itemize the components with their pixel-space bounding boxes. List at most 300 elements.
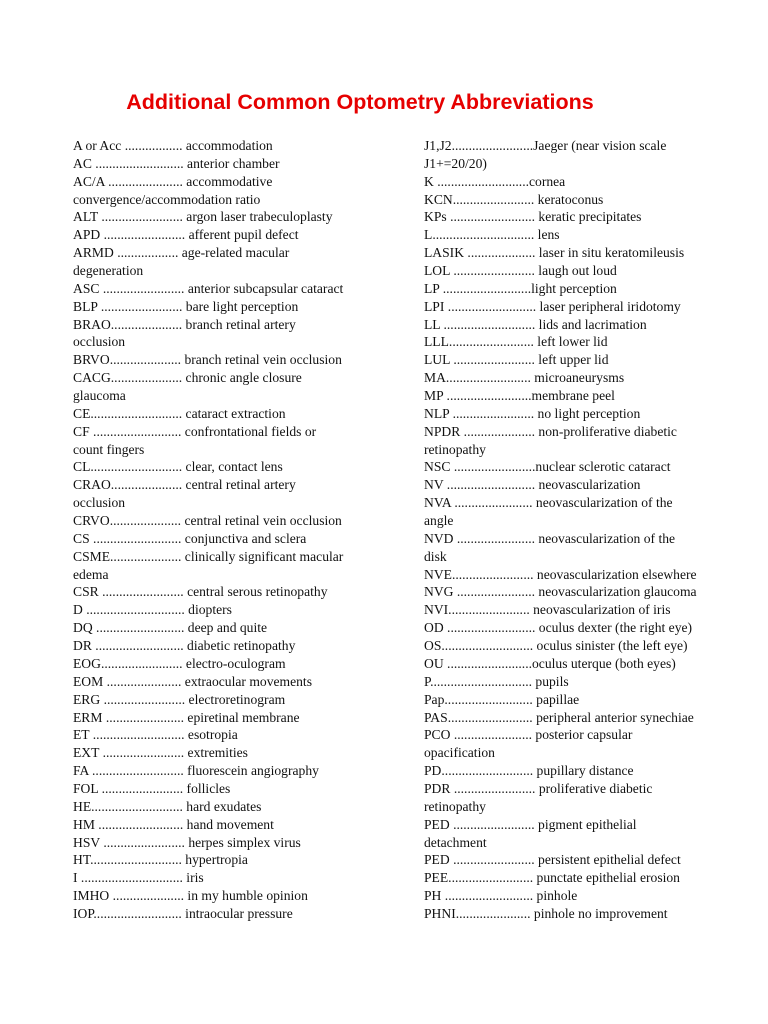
entry-line <box>424 726 740 744</box>
abbreviation-term: NPDR <box>424 423 461 439</box>
abbreviation-term: OS <box>424 638 442 654</box>
dot-leader: ....................... <box>453 584 536 600</box>
abbreviation-term: HE <box>73 798 92 814</box>
abbreviation-term: KCN <box>424 191 453 207</box>
abbreviation-definition: herpes simplex virus <box>184 834 301 850</box>
entry-line <box>424 709 740 727</box>
abbreviation-definition: iris <box>182 870 204 886</box>
entry-line <box>73 244 388 262</box>
entry-line <box>73 887 388 905</box>
abbreviation-definition: accommodation <box>182 138 273 153</box>
abbreviation-entry <box>73 583 388 601</box>
dot-leader: ...................... <box>103 673 182 689</box>
dot-leader: ........................ <box>450 780 536 796</box>
dot-leader: ........................... <box>90 852 182 868</box>
abbreviation-definition: light perception <box>531 280 617 296</box>
dot-leader: ....................... <box>450 495 533 511</box>
abbreviation-term: PCO <box>424 727 451 743</box>
right-abbreviation-column <box>424 137 740 923</box>
definition-continuation: convergence/accommodation ratio <box>73 191 261 207</box>
entry-line <box>424 191 740 209</box>
abbreviation-definition: afferent pupil defect <box>185 227 299 243</box>
abbreviation-entry <box>73 655 388 673</box>
dot-leader: .......................... <box>444 298 537 314</box>
abbreviation-definition: papillae <box>532 691 580 707</box>
abbreviation-term: A or Acc <box>73 138 122 153</box>
dot-leader: ........................ <box>100 691 186 707</box>
abbreviation-definition: keratic precipitates <box>535 209 642 225</box>
abbreviation-definition: fluorescein angiography <box>183 763 319 779</box>
abbreviation-definition: left lower lid <box>533 334 608 350</box>
abbreviation-entry <box>424 262 740 280</box>
abbreviation-definition: central retinal vein occlusion <box>181 513 342 529</box>
abbreviation-definition: cornea <box>528 173 566 189</box>
abbreviation-term: LLL <box>424 334 449 350</box>
definition-continuation: J1+=20/20) <box>424 155 487 171</box>
abbreviation-entry <box>424 780 740 816</box>
abbreviation-entry <box>73 905 388 923</box>
entry-line <box>73 476 388 494</box>
abbreviation-term: AC <box>73 155 92 171</box>
abbreviation-term: BRAO <box>73 316 111 332</box>
entry-line <box>424 869 740 887</box>
abbreviation-term: CRAO <box>73 477 111 493</box>
abbreviation-entry <box>424 423 740 459</box>
dot-leader: ........................... <box>89 727 185 743</box>
abbreviation-definition: in my humble opinion <box>184 888 308 904</box>
abbreviation-definition: hand movement <box>183 816 274 832</box>
entry-line <box>73 834 388 852</box>
definition-continuation: glaucoma <box>73 388 126 404</box>
abbreviation-definition: microaneurysms <box>530 370 625 386</box>
abbreviation-entry <box>73 869 388 887</box>
abbreviation-definition: oculus dexter (the right eye) <box>535 620 693 636</box>
abbreviation-term: AC/A <box>73 173 105 189</box>
abbreviation-entry <box>73 709 388 727</box>
abbreviation-entry <box>73 316 388 352</box>
abbreviation-term: ASC <box>73 280 100 296</box>
abbreviation-entry <box>73 619 388 637</box>
abbreviation-entry <box>424 369 740 387</box>
abbreviation-definition: anterior subcapsular cataract <box>184 280 344 296</box>
abbreviation-term: LOL <box>424 263 450 279</box>
abbreviation-term: MA <box>424 370 446 386</box>
abbreviation-entry <box>73 405 388 423</box>
entry-line <box>424 316 740 334</box>
abbreviation-entry <box>73 834 388 852</box>
entry-line <box>73 798 388 816</box>
entry-line <box>73 208 388 226</box>
abbreviation-definition: cataract extraction <box>182 405 286 421</box>
entry-line <box>73 601 388 619</box>
abbreviation-definition: pinhole <box>533 888 578 904</box>
dot-leader: ........................ <box>98 780 184 796</box>
dot-leader: .............................. <box>77 870 183 886</box>
abbreviation-definition: oculus sinister (the left eye) <box>533 638 688 654</box>
abbreviation-entry <box>424 816 740 852</box>
abbreviation-entry <box>424 405 740 423</box>
entry-line <box>73 137 388 155</box>
abbreviation-term: LASIK <box>424 245 465 261</box>
abbreviation-term: BRVO <box>73 352 110 368</box>
abbreviation-entry <box>73 173 388 209</box>
abbreviation-term: BLP <box>73 298 98 314</box>
entry-line <box>424 655 740 673</box>
dot-leader: ........................... <box>88 763 184 779</box>
entry-line <box>424 673 740 691</box>
entry-line <box>424 851 740 869</box>
abbreviation-entry <box>73 244 388 280</box>
dot-leader: ........................ <box>449 263 535 279</box>
abbreviation-entry <box>424 709 740 727</box>
abbreviation-term: NVA <box>424 495 451 511</box>
abbreviation-term: PAS <box>424 709 448 725</box>
abbreviation-entry <box>73 208 388 226</box>
abbreviation-definition: lids and lacrimation <box>535 316 647 332</box>
abbreviation-entry <box>73 548 388 584</box>
abbreviation-entry <box>73 512 388 530</box>
abbreviation-term: NLP <box>424 405 450 421</box>
dot-leader: ........................ <box>99 745 185 761</box>
definition-continuation: count fingers <box>73 441 145 457</box>
dot-leader: ........................ <box>449 405 535 421</box>
abbreviation-definition: pigment epithelial <box>534 816 637 832</box>
abbreviation-definition: neovascularization of iris <box>529 602 671 618</box>
dot-leader: ............................. <box>82 602 185 618</box>
abbreviation-definition: non-proliferative diabetic <box>535 423 677 439</box>
abbreviation-term: LL <box>424 316 441 332</box>
entry-line <box>424 173 740 191</box>
abbreviation-term: PED <box>424 816 450 832</box>
dot-leader: .................. <box>113 245 179 261</box>
dot-leader: ........................... <box>441 638 534 654</box>
abbreviation-definition: epiretinal membrane <box>184 709 300 725</box>
abbreviation-term: PD <box>424 763 442 779</box>
dot-leader: ..................... <box>110 477 183 493</box>
entry-line <box>424 780 740 798</box>
entry-line <box>424 387 740 405</box>
abbreviation-term: EXT <box>73 745 100 761</box>
abbreviation-definition: electro-oculogram <box>182 655 286 671</box>
abbreviation-term: ERM <box>73 709 103 725</box>
dot-leader: .......................... <box>91 155 184 171</box>
entry-line <box>424 423 740 441</box>
entry-line <box>73 780 388 798</box>
abbreviation-definition: oculus uterque (both eyes) <box>532 655 676 671</box>
dot-leader: ......................... <box>94 816 184 832</box>
abbreviation-definition: persistent epithelial defect <box>534 852 681 868</box>
entry-line <box>73 583 388 601</box>
abbreviation-definition: intraocular pressure <box>181 905 293 921</box>
abbreviation-term: OU <box>424 655 444 671</box>
entry-line <box>424 601 740 619</box>
abbreviation-definition: bare light perception <box>182 298 299 314</box>
abbreviation-term: OD <box>424 620 444 636</box>
dot-leader: ........................ <box>97 209 183 225</box>
abbreviation-term: ERG <box>73 691 101 707</box>
definition-continuation: occlusion <box>73 495 126 511</box>
abbreviation-definition: no light perception <box>534 405 641 421</box>
entry-line <box>424 244 740 262</box>
entry-line <box>73 530 388 548</box>
abbreviation-definition: left upper lid <box>534 352 609 368</box>
abbreviation-definition: lens <box>534 227 560 243</box>
dot-leader: .............................. <box>432 227 535 243</box>
abbreviation-entry <box>424 458 740 476</box>
abbreviation-definition: neovascularization elsewhere <box>533 566 697 582</box>
abbreviation-term: NSC <box>424 459 451 475</box>
dot-leader: ........................ <box>97 298 183 314</box>
abbreviation-definition: hypertropia <box>181 852 248 868</box>
dot-leader: ........................... <box>433 173 529 189</box>
entry-line <box>424 691 740 709</box>
abbreviation-entry <box>424 566 740 584</box>
abbreviation-entry <box>73 887 388 905</box>
entry-line <box>73 280 388 298</box>
abbreviation-term: IOP <box>73 905 94 921</box>
abbreviation-definition: clinically significant macular <box>181 548 344 564</box>
abbreviation-term: ARMD <box>73 245 114 261</box>
abbreviation-entry <box>424 333 740 351</box>
abbreviation-entry <box>73 798 388 816</box>
abbreviation-entry <box>424 905 740 923</box>
entry-line <box>73 709 388 727</box>
entry-line <box>73 351 388 369</box>
abbreviation-definition: pupillary distance <box>533 763 634 779</box>
abbreviation-entry <box>73 601 388 619</box>
dot-leader: ....................... <box>102 709 185 725</box>
entry-line <box>73 458 388 476</box>
dot-leader: ........................... <box>441 763 534 779</box>
abbreviation-term: NV <box>424 477 444 493</box>
abbreviation-term: K <box>424 173 434 189</box>
abbreviation-definition: laugh out loud <box>534 263 617 279</box>
definition-continuation: edema <box>73 566 109 582</box>
definition-continuation: retinopathy <box>424 798 486 814</box>
dot-leader: .......................... <box>92 620 185 636</box>
abbreviation-definition: age-related macular <box>178 245 290 261</box>
dot-leader: ........................ <box>449 852 535 868</box>
entry-line <box>424 262 740 280</box>
dot-leader: ......................... <box>448 334 534 350</box>
abbreviation-term: PHNI <box>424 905 456 921</box>
abbreviation-definition: hard exudates <box>182 798 262 814</box>
definition-continuation: disk <box>424 548 447 564</box>
entry-line <box>73 155 388 173</box>
abbreviation-definition: conjunctiva and sclera <box>181 530 307 546</box>
abbreviation-entry <box>424 226 740 244</box>
entry-line <box>73 744 388 762</box>
abbreviation-term: HT <box>73 852 91 868</box>
abbreviation-entry <box>424 762 740 780</box>
abbreviation-term: PH <box>424 888 442 904</box>
entry-line <box>424 637 740 655</box>
entry-line <box>424 905 740 923</box>
dot-leader: .......................... <box>91 638 184 654</box>
abbreviation-entry <box>424 494 740 530</box>
abbreviation-term: J1,J2 <box>424 138 452 153</box>
definition-continuation: retinopathy <box>424 441 486 457</box>
abbreviation-definition: punctate epithelial erosion <box>533 870 680 886</box>
entry-line <box>73 673 388 691</box>
dot-leader: ................. <box>121 138 183 153</box>
abbreviation-term: CRVO <box>73 513 110 529</box>
abbreviation-entry <box>73 351 388 369</box>
entry-line <box>73 816 388 834</box>
dot-leader: .............................. <box>430 673 533 689</box>
abbreviation-definition: clear, contact lens <box>182 459 283 475</box>
dot-leader: ..................... <box>109 352 182 368</box>
abbreviation-term: EOM <box>73 673 104 689</box>
entry-line <box>73 405 388 423</box>
abbreviation-entry <box>73 530 388 548</box>
dot-leader: ......................... <box>443 388 532 404</box>
abbreviation-entry <box>424 691 740 709</box>
abbreviation-term: LUL <box>424 352 450 368</box>
abbreviation-term: IMHO <box>73 888 110 904</box>
abbreviation-entry <box>73 780 388 798</box>
abbreviation-definition: follicles <box>183 780 231 796</box>
dot-leader: ........................... <box>440 316 536 332</box>
abbreviation-definition: laser peripheral iridotomy <box>536 298 681 314</box>
abbreviation-term: LPI <box>424 298 445 314</box>
abbreviation-definition: branch retinal vein occlusion <box>181 352 342 368</box>
abbreviation-definition: neovascularization glaucoma <box>535 584 697 600</box>
abbreviation-entry <box>73 762 388 780</box>
dot-leader: ........................... <box>90 405 183 421</box>
abbreviation-entry <box>424 637 740 655</box>
entry-line <box>424 494 740 512</box>
abbreviation-definition: neovascularization of the <box>532 495 673 511</box>
abbreviation-entry <box>424 387 740 405</box>
dot-leader: ...................... <box>455 905 531 921</box>
abbreviation-definition: diabetic retinopathy <box>183 638 296 654</box>
abbreviation-term: LP <box>424 280 440 296</box>
abbreviation-term: ALT <box>73 209 98 225</box>
dot-leader: ........................ <box>449 816 535 832</box>
entry-line <box>424 351 740 369</box>
abbreviation-entry <box>424 673 740 691</box>
abbreviation-term: CSME <box>73 548 111 564</box>
dot-leader: ..................... <box>110 316 183 332</box>
dot-leader: ........................ <box>100 227 186 243</box>
abbreviation-entry <box>73 369 388 405</box>
abbreviation-definition: extremities <box>184 745 248 761</box>
dot-leader: ........................ <box>99 280 185 296</box>
entry-line <box>73 423 388 441</box>
abbreviation-entry <box>424 191 740 209</box>
abbreviation-entry <box>73 423 388 459</box>
abbreviation-term: I <box>73 870 78 886</box>
abbreviation-entry <box>424 583 740 601</box>
page-title: Additional Common Optometry Abbreviations <box>126 90 594 114</box>
entry-line <box>73 637 388 655</box>
abbreviation-term: APD <box>73 227 101 243</box>
definition-continuation: opacification <box>424 745 495 761</box>
abbreviation-definition: deep and quite <box>184 620 268 636</box>
abbreviation-entry <box>424 351 740 369</box>
entry-line <box>73 905 388 923</box>
entry-line <box>424 583 740 601</box>
abbreviation-term: EOG <box>73 655 101 671</box>
abbreviation-entry <box>73 673 388 691</box>
abbreviation-entry <box>424 208 740 226</box>
abbreviation-term: L <box>424 227 433 243</box>
abbreviation-entry <box>73 637 388 655</box>
abbreviation-definition: anterior chamber <box>183 155 280 171</box>
abbreviation-entry <box>73 851 388 869</box>
abbreviation-entry <box>424 244 740 262</box>
abbreviation-entry <box>424 530 740 566</box>
abbreviation-entry <box>73 476 388 512</box>
abbreviation-definition: posterior capsular <box>532 727 633 743</box>
abbreviation-entry <box>424 316 740 334</box>
abbreviation-term: FA <box>73 763 89 779</box>
dot-leader: ........................... <box>91 798 183 814</box>
entry-line <box>424 476 740 494</box>
entry-line <box>424 333 740 351</box>
dot-leader: ........................ <box>448 602 530 618</box>
entry-line <box>73 726 388 744</box>
abbreviation-entry <box>424 137 740 173</box>
abbreviation-definition: chronic angle closure <box>182 370 302 386</box>
dot-leader: ........................ <box>452 191 535 207</box>
dot-leader: ........................ <box>99 834 185 850</box>
abbreviation-entry <box>73 691 388 709</box>
abbreviation-entry <box>424 726 740 762</box>
dot-leader: ........................... <box>90 459 183 475</box>
abbreviation-definition: Jaeger (near vision scale <box>533 138 667 153</box>
abbreviation-entry <box>73 816 388 834</box>
abbreviation-entry <box>424 851 740 869</box>
dot-leader: ........................ <box>451 138 534 153</box>
dot-leader: ........................ <box>450 459 536 475</box>
abbreviation-term: CS <box>73 530 90 546</box>
abbreviation-definition: electroretinogram <box>185 691 286 707</box>
abbreviation-term: CF <box>73 423 90 439</box>
definition-continuation: detachment <box>424 834 487 850</box>
entry-line <box>73 655 388 673</box>
left-abbreviation-column <box>73 137 388 923</box>
abbreviation-definition: confrontational fields or <box>181 423 317 439</box>
dot-leader: ......................... <box>446 209 536 225</box>
dot-leader: ....................... <box>453 530 536 546</box>
abbreviation-entry <box>424 619 740 637</box>
dot-leader: ..................... <box>109 513 182 529</box>
entry-line <box>424 887 740 905</box>
abbreviation-term: CL <box>73 459 91 475</box>
abbreviation-term: PDR <box>424 780 451 796</box>
abbreviation-term: KPs <box>424 209 447 225</box>
entry-line <box>424 137 740 155</box>
abbreviation-term: NVD <box>424 530 454 546</box>
abbreviation-definition: accommodative <box>182 173 273 189</box>
dot-leader: .................... <box>464 245 536 261</box>
dot-leader: .......................... <box>439 280 532 296</box>
dot-leader: ........................ <box>449 352 535 368</box>
abbreviation-entry <box>73 137 388 155</box>
abbreviation-definition: argon laser trabeculoplasty <box>182 209 333 225</box>
definition-continuation: degeneration <box>73 263 144 279</box>
entry-line <box>424 298 740 316</box>
abbreviation-definition: central serous retinopathy <box>183 584 328 600</box>
abbreviation-definition: esotropia <box>184 727 238 743</box>
entry-line <box>73 869 388 887</box>
abbreviation-entry <box>424 601 740 619</box>
abbreviation-definition: diopters <box>184 602 232 618</box>
abbreviation-definition: proliferative diabetic <box>535 780 653 796</box>
abbreviation-definition: pinhole no improvement <box>530 905 668 921</box>
